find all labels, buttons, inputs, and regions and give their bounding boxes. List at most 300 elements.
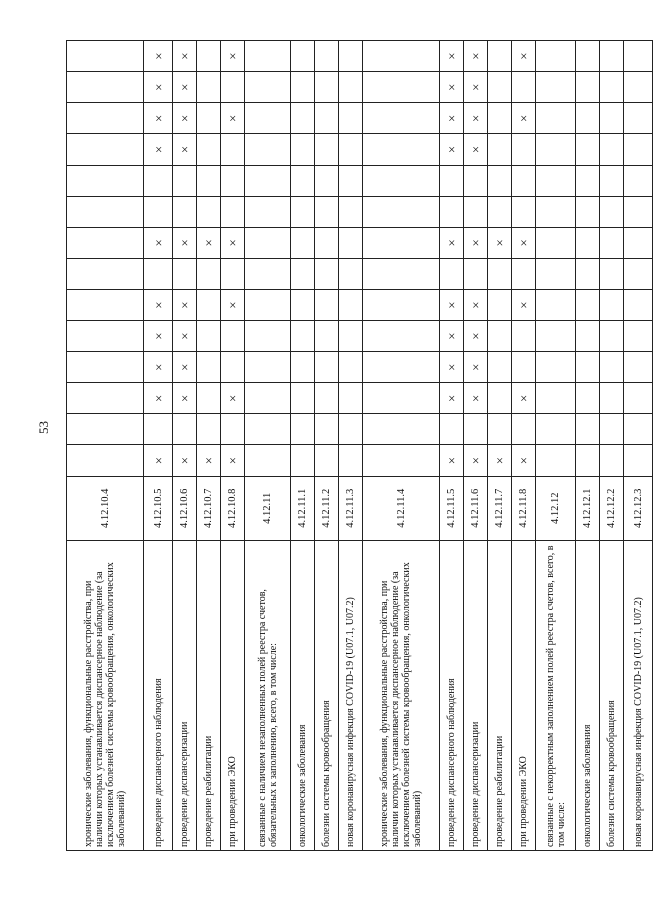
mark-cell: × [173, 41, 197, 72]
mark-cell: × [197, 227, 221, 258]
mark-cell [339, 414, 363, 445]
row-code-cell: 4.12.11.1 [291, 476, 315, 540]
mark-cell [600, 289, 624, 320]
mark-cell [197, 196, 221, 227]
mark-cell [315, 103, 339, 134]
row-code-cell: 4.12.12.2 [600, 476, 624, 540]
mark-cell [440, 196, 464, 227]
mark-cell [339, 321, 363, 352]
mark-cell [440, 414, 464, 445]
mark-cell: × [440, 352, 464, 383]
mark-cell [488, 289, 512, 320]
mark-cell [600, 196, 624, 227]
mark-cell [245, 134, 291, 165]
mark-cell [363, 289, 440, 320]
mark-cell [600, 165, 624, 196]
row-name-cell: онкологические заболевания [291, 540, 315, 850]
mark-cell [245, 72, 291, 103]
mark-cell [245, 227, 291, 258]
mark-cell [67, 258, 144, 289]
mark-cell [512, 134, 536, 165]
mark-cell [339, 352, 363, 383]
mark-cell [315, 41, 339, 72]
mark-cell [339, 289, 363, 320]
mark-cell [221, 72, 245, 103]
mark-cell: × [512, 227, 536, 258]
mark-cell: × [173, 352, 197, 383]
row-name-cell: хронические заболевания, функциональные расстройства, при наличии которых устанавливается диспансерное наблюдение (за исключением болезней системы кровообращения, онкологических заболеваний) [67, 540, 144, 850]
row-name-cell: проведение диспансерного наблюдения [440, 540, 464, 850]
mark-cell: × [512, 41, 536, 72]
mark-cell [624, 41, 653, 72]
mark-cell: × [144, 321, 173, 352]
mark-cell [197, 258, 221, 289]
mark-cell [488, 165, 512, 196]
mark-cell: × [440, 103, 464, 134]
mark-cell: × [464, 383, 488, 414]
mark-cell: × [144, 352, 173, 383]
row-code-cell: 4.12.10.8 [221, 476, 245, 540]
mark-cell [512, 72, 536, 103]
mark-cell [488, 414, 512, 445]
mark-cell: × [221, 383, 245, 414]
mark-cell [339, 72, 363, 103]
mark-cell: × [173, 289, 197, 320]
mark-cell: × [464, 103, 488, 134]
mark-cell [291, 414, 315, 445]
row-code-cell: 4.12.10.7 [197, 476, 221, 540]
mark-cell: × [221, 289, 245, 320]
mark-cell [67, 289, 144, 320]
mark-cell [315, 383, 339, 414]
mark-cell [67, 41, 144, 72]
data-table [66, 40, 653, 851]
mark-cell: × [221, 41, 245, 72]
row-name-cell: новая коронавирусная инфекция COVID-19 (U07.1, U07.2) [624, 540, 653, 850]
mark-cell: × [512, 103, 536, 134]
mark-cell: × [440, 289, 464, 320]
mark-cell [363, 352, 440, 383]
mark-cell [536, 103, 576, 134]
mark-cell [624, 103, 653, 134]
mark-cell [245, 258, 291, 289]
mark-cell [363, 258, 440, 289]
mark-cell: × [440, 227, 464, 258]
mark-cell [536, 321, 576, 352]
mark-cell [536, 289, 576, 320]
mark-cell [576, 165, 600, 196]
mark-cell [291, 103, 315, 134]
mark-cell: × [512, 383, 536, 414]
mark-cell [600, 258, 624, 289]
mark-cell [536, 72, 576, 103]
mark-cell [363, 196, 440, 227]
mark-cell [464, 196, 488, 227]
mark-cell [624, 227, 653, 258]
table-row [600, 41, 624, 851]
mark-cell: × [464, 134, 488, 165]
mark-cell: × [221, 103, 245, 134]
mark-cell [339, 196, 363, 227]
mark-cell: × [440, 72, 464, 103]
mark-cell [464, 165, 488, 196]
mark-cell [536, 165, 576, 196]
mark-cell [339, 165, 363, 196]
mark-cell [600, 103, 624, 134]
row-name-cell: при проведении ЭКО [512, 540, 536, 850]
mark-cell [339, 383, 363, 414]
mark-cell: × [512, 289, 536, 320]
mark-cell [488, 103, 512, 134]
mark-cell [536, 134, 576, 165]
mark-cell [576, 103, 600, 134]
mark-cell [291, 289, 315, 320]
table-row [488, 41, 512, 851]
table-row [363, 41, 440, 851]
mark-cell [576, 72, 600, 103]
mark-cell [624, 352, 653, 383]
row-name-cell: новая коронавирусная инфекция COVID-19 (U07.1, U07.2) [339, 540, 363, 850]
mark-cell [197, 165, 221, 196]
mark-cell [488, 72, 512, 103]
mark-cell [315, 414, 339, 445]
mark-cell [363, 103, 440, 134]
mark-cell [339, 103, 363, 134]
mark-cell [197, 103, 221, 134]
mark-cell [600, 72, 624, 103]
mark-cell [67, 321, 144, 352]
mark-cell: × [464, 352, 488, 383]
mark-cell [245, 103, 291, 134]
mark-cell: × [173, 321, 197, 352]
mark-cell [291, 258, 315, 289]
row-code-cell: 4.12.11.7 [488, 476, 512, 540]
mark-cell [315, 258, 339, 289]
mark-cell [245, 289, 291, 320]
mark-cell [512, 321, 536, 352]
mark-cell: × [173, 383, 197, 414]
table-row [245, 41, 291, 851]
mark-cell [339, 227, 363, 258]
row-name-cell: болезни системы кровообращения [600, 540, 624, 850]
mark-cell [173, 414, 197, 445]
mark-cell [363, 383, 440, 414]
mark-cell [440, 258, 464, 289]
mark-cell [512, 196, 536, 227]
row-name-cell: проведение диспансеризации [173, 540, 197, 850]
mark-cell: × [440, 321, 464, 352]
mark-cell [197, 289, 221, 320]
mark-cell [144, 196, 173, 227]
page-number: 53 [36, 421, 51, 434]
mark-cell: × [144, 103, 173, 134]
mark-cell: × [464, 289, 488, 320]
mark-cell: × [464, 445, 488, 476]
mark-cell [339, 258, 363, 289]
mark-cell [221, 134, 245, 165]
mark-cell [576, 227, 600, 258]
table-row [221, 41, 245, 851]
mark-cell [291, 41, 315, 72]
mark-cell [536, 445, 576, 476]
mark-cell [173, 165, 197, 196]
mark-cell [624, 383, 653, 414]
row-name-cell: онкологические заболевания [576, 540, 600, 850]
mark-cell: × [464, 321, 488, 352]
mark-cell [291, 165, 315, 196]
mark-cell [363, 445, 440, 476]
row-name-cell: проведение реабилитации [488, 540, 512, 850]
table-row [464, 41, 488, 851]
row-name-cell: болезни системы кровообращения [315, 540, 339, 850]
mark-cell [197, 383, 221, 414]
table-row [173, 41, 197, 851]
mark-cell: × [173, 134, 197, 165]
table-row [67, 41, 144, 851]
mark-cell [600, 352, 624, 383]
row-code-cell: 4.12.11.4 [363, 476, 440, 540]
mark-cell [576, 352, 600, 383]
mark-cell [363, 227, 440, 258]
row-name-cell: проведение диспансеризации [464, 540, 488, 850]
mark-cell: × [144, 445, 173, 476]
mark-cell [512, 165, 536, 196]
mark-cell: × [144, 383, 173, 414]
document-table-rotated [66, 40, 644, 851]
mark-cell: × [512, 445, 536, 476]
mark-cell [536, 414, 576, 445]
mark-cell [488, 258, 512, 289]
mark-cell [624, 289, 653, 320]
mark-cell: × [173, 72, 197, 103]
mark-cell [144, 165, 173, 196]
mark-cell [197, 352, 221, 383]
mark-cell [67, 445, 144, 476]
mark-cell [67, 383, 144, 414]
mark-cell [291, 227, 315, 258]
table-row [512, 41, 536, 851]
mark-cell [291, 352, 315, 383]
mark-cell [67, 72, 144, 103]
mark-cell [512, 414, 536, 445]
mark-cell [197, 134, 221, 165]
mark-cell [173, 258, 197, 289]
row-name-cell: при проведении ЭКО [221, 540, 245, 850]
mark-cell [315, 134, 339, 165]
row-code-cell: 4.12.11 [245, 476, 291, 540]
mark-cell [315, 321, 339, 352]
mark-cell [624, 321, 653, 352]
mark-cell [600, 383, 624, 414]
row-code-cell: 4.12.11.6 [464, 476, 488, 540]
mark-cell [512, 352, 536, 383]
mark-cell [363, 134, 440, 165]
mark-cell: × [144, 41, 173, 72]
mark-cell [197, 41, 221, 72]
mark-cell: × [440, 41, 464, 72]
mark-cell [363, 72, 440, 103]
mark-cell [536, 383, 576, 414]
mark-cell [67, 352, 144, 383]
mark-cell [536, 258, 576, 289]
mark-cell: × [144, 227, 173, 258]
mark-cell [624, 258, 653, 289]
mark-cell [363, 165, 440, 196]
row-code-cell: 4.12.12 [536, 476, 576, 540]
mark-cell [245, 165, 291, 196]
table-row [536, 41, 576, 851]
mark-cell [624, 196, 653, 227]
mark-cell [363, 41, 440, 72]
mark-cell [291, 134, 315, 165]
mark-cell [291, 196, 315, 227]
mark-cell [67, 227, 144, 258]
mark-cell [245, 414, 291, 445]
mark-cell [173, 196, 197, 227]
mark-cell [576, 321, 600, 352]
table-row [291, 41, 315, 851]
mark-cell: × [144, 72, 173, 103]
mark-cell [221, 352, 245, 383]
mark-cell [197, 414, 221, 445]
mark-cell [624, 414, 653, 445]
mark-cell: × [488, 227, 512, 258]
row-code-cell: 4.12.10.6 [173, 476, 197, 540]
row-code-cell: 4.12.11.3 [339, 476, 363, 540]
mark-cell [291, 321, 315, 352]
mark-cell [600, 227, 624, 258]
mark-cell: × [464, 72, 488, 103]
mark-cell [624, 445, 653, 476]
mark-cell [67, 165, 144, 196]
mark-cell [536, 352, 576, 383]
row-name-cell: проведение реабилитации [197, 540, 221, 850]
mark-cell [221, 321, 245, 352]
mark-cell [245, 321, 291, 352]
mark-cell [624, 134, 653, 165]
table-body [67, 41, 653, 851]
mark-cell [536, 41, 576, 72]
mark-cell [315, 227, 339, 258]
mark-cell [363, 414, 440, 445]
mark-cell [315, 445, 339, 476]
row-code-cell: 4.12.11.2 [315, 476, 339, 540]
mark-cell [600, 321, 624, 352]
mark-cell [488, 352, 512, 383]
mark-cell [245, 352, 291, 383]
mark-cell [339, 41, 363, 72]
mark-cell [245, 41, 291, 72]
mark-cell: × [221, 445, 245, 476]
mark-cell [339, 445, 363, 476]
mark-cell [291, 72, 315, 103]
row-code-cell: 4.12.10.4 [67, 476, 144, 540]
mark-cell [315, 196, 339, 227]
row-code-cell: 4.12.11.5 [440, 476, 464, 540]
mark-cell [464, 258, 488, 289]
row-name-cell: проведение диспансерного наблюдения [144, 540, 173, 850]
table-row [440, 41, 464, 851]
mark-cell [536, 227, 576, 258]
mark-cell [536, 196, 576, 227]
mark-cell [291, 445, 315, 476]
table-row [144, 41, 173, 851]
mark-cell [488, 134, 512, 165]
mark-cell [221, 196, 245, 227]
mark-cell [576, 41, 600, 72]
mark-cell [576, 383, 600, 414]
mark-cell [488, 383, 512, 414]
row-name-cell: хронические заболевания, функциональные расстройства, при наличии которых устанавливается диспансерное наблюдение (за исключением болезней системы кровообращения, онкологических заболеваний) [363, 540, 440, 850]
mark-cell: × [173, 103, 197, 134]
mark-cell [315, 165, 339, 196]
table-row [315, 41, 339, 851]
mark-cell: × [197, 445, 221, 476]
mark-cell [600, 445, 624, 476]
mark-cell [221, 258, 245, 289]
table-row [339, 41, 363, 851]
mark-cell [624, 72, 653, 103]
mark-cell [315, 352, 339, 383]
row-code-cell: 4.12.11.8 [512, 476, 536, 540]
mark-cell [197, 72, 221, 103]
mark-cell: × [440, 445, 464, 476]
mark-cell: × [464, 41, 488, 72]
mark-cell [600, 134, 624, 165]
mark-cell: × [173, 445, 197, 476]
mark-cell [291, 383, 315, 414]
mark-cell: × [440, 383, 464, 414]
mark-cell [221, 165, 245, 196]
mark-cell [576, 134, 600, 165]
mark-cell [440, 165, 464, 196]
mark-cell [576, 196, 600, 227]
mark-cell [488, 196, 512, 227]
mark-cell [363, 321, 440, 352]
mark-cell [245, 445, 291, 476]
mark-cell [67, 414, 144, 445]
mark-cell [315, 72, 339, 103]
mark-cell [576, 289, 600, 320]
mark-cell [576, 414, 600, 445]
table-row [576, 41, 600, 851]
mark-cell: × [488, 445, 512, 476]
mark-cell [144, 258, 173, 289]
row-code-cell: 4.12.12.1 [576, 476, 600, 540]
row-name-cell: связанные с наличием незаполненных полей реестра счетов, обязательных к заполнению, всего, в том числе: [245, 540, 291, 850]
mark-cell [245, 196, 291, 227]
mark-cell [245, 383, 291, 414]
mark-cell [488, 41, 512, 72]
mark-cell [221, 414, 245, 445]
mark-cell [576, 258, 600, 289]
mark-cell: × [464, 227, 488, 258]
mark-cell [512, 258, 536, 289]
mark-cell [464, 414, 488, 445]
row-code-cell: 4.12.10.5 [144, 476, 173, 540]
mark-cell [624, 165, 653, 196]
mark-cell [67, 134, 144, 165]
mark-cell [488, 321, 512, 352]
mark-cell: × [221, 227, 245, 258]
mark-cell [600, 41, 624, 72]
mark-cell [576, 445, 600, 476]
mark-cell: × [144, 289, 173, 320]
row-code-cell: 4.12.12.3 [624, 476, 653, 540]
mark-cell [67, 196, 144, 227]
mark-cell: × [173, 227, 197, 258]
mark-cell [197, 321, 221, 352]
